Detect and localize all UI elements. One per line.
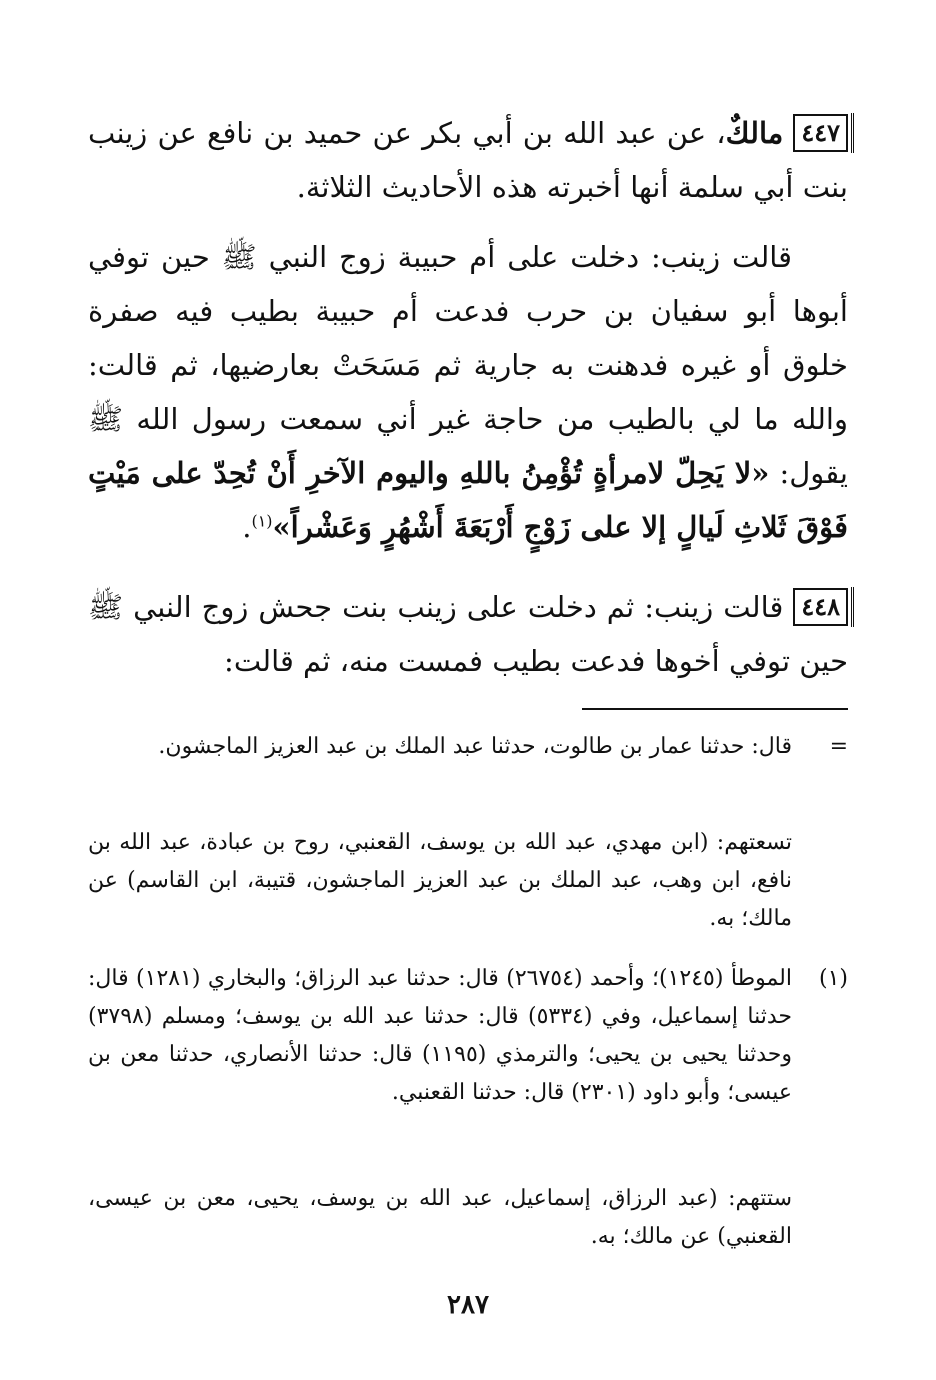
isnad-text: ، عن عبد الله بن أبي بكر عن حميد بن نافع عن زينب بنت أبي سلمة أنها أخبرته هذه الأحاديث الثلاثة. bbox=[88, 116, 848, 204]
hadith-448 bbox=[88, 580, 848, 688]
hadith-447-body bbox=[88, 230, 848, 554]
footnote-ref: (١) bbox=[251, 511, 273, 531]
footnote-continuation bbox=[88, 728, 848, 766]
narrator-name: مالكٌ bbox=[725, 116, 784, 150]
footnote-text: قال: حدثنا عمار بن طالوت، حدثنا عبد الملك بن عبد العزيز الماجشون. bbox=[158, 734, 792, 759]
footnote-divider bbox=[582, 708, 848, 710]
hadith-intro-text: قالت زينب: دخلت على أم حبيبة زوج النبي ﷺ حين توفي أبوها أبو سفيان بن حرب فدعت أم حبيبة بطيب فيه صفرة خلوق أو غيره فدهنت به جارية ثم مَسَحَتْ بعارضيها، ثم قالت: والله ما لي بالطيب من حاجة غير أني سمعت رسول الله ﷺ يقول: bbox=[88, 240, 849, 490]
footnote-text: الموطأ (١٢٤٥)؛ وأحمد (٢٦٧٥٤) قال: حدثنا عبد الرزاق؛ والبخاري (١٢٨١) قال: حدثنا إسماعيل، وفي (٥٣٣٤) قال: حدثنا عبد الله بن يوسف؛ ومسلم (٣٧٩٨) وحدثنا يحيى بن يحيى؛ والترمذي (١١٩٥) قال: حدثنا الأنصاري، حدثنا معن بن عيسى؛ وأبو داود (٢٣٠١) قال: حدثنا القعنبي. bbox=[88, 966, 792, 1105]
hadith-number-badge: ٤٤٧ bbox=[793, 114, 848, 152]
footnote-marker: (١) bbox=[818, 966, 848, 991]
footnote-summary: ستتهم: (عبد الرزاق، إسماعيل، عبد الله بن يوسف، يحيى، معن بن عيسى، القعنبي) عن مالك؛ به. bbox=[88, 1186, 792, 1249]
footnote-summary: تسعتهم: (ابن مهدي، عبد الله بن يوسف، القعنبي، روح بن عبادة، عبد الله بن نافع، ابن وهب، عبد الملك بن عبد العزيز الماجشون، قتيبة، ابن القاسم) عن مالك؛ به. bbox=[88, 830, 792, 931]
footnote-marker: = bbox=[829, 734, 848, 759]
sentence-end: . bbox=[242, 510, 252, 544]
hadith-447 bbox=[88, 106, 848, 214]
hadith-number-badge: ٤٤٨ bbox=[793, 588, 848, 626]
hadith-text: قالت زينب: ثم دخلت على زينب بنت جحش زوج النبي ﷺ حين توفي أخوها فدعت بطيب فمست منه، ثم قالت: bbox=[88, 590, 848, 678]
prophetic-quote: «لا يَحِلّ لامرأةٍ تُؤْمِنُ باللهِ واليوم الآخرِ أَنْ تُحِدّ على مَيْتٍ فَوْقَ ثَلاثِ لَيالٍ إلا على زَوْجٍ أَرْبَعَةَ أَشْهُرٍ وَعَشْراً» bbox=[88, 456, 848, 544]
page-number: ٢٨٧ bbox=[447, 1290, 489, 1320]
footnote-1 bbox=[88, 960, 848, 1112]
